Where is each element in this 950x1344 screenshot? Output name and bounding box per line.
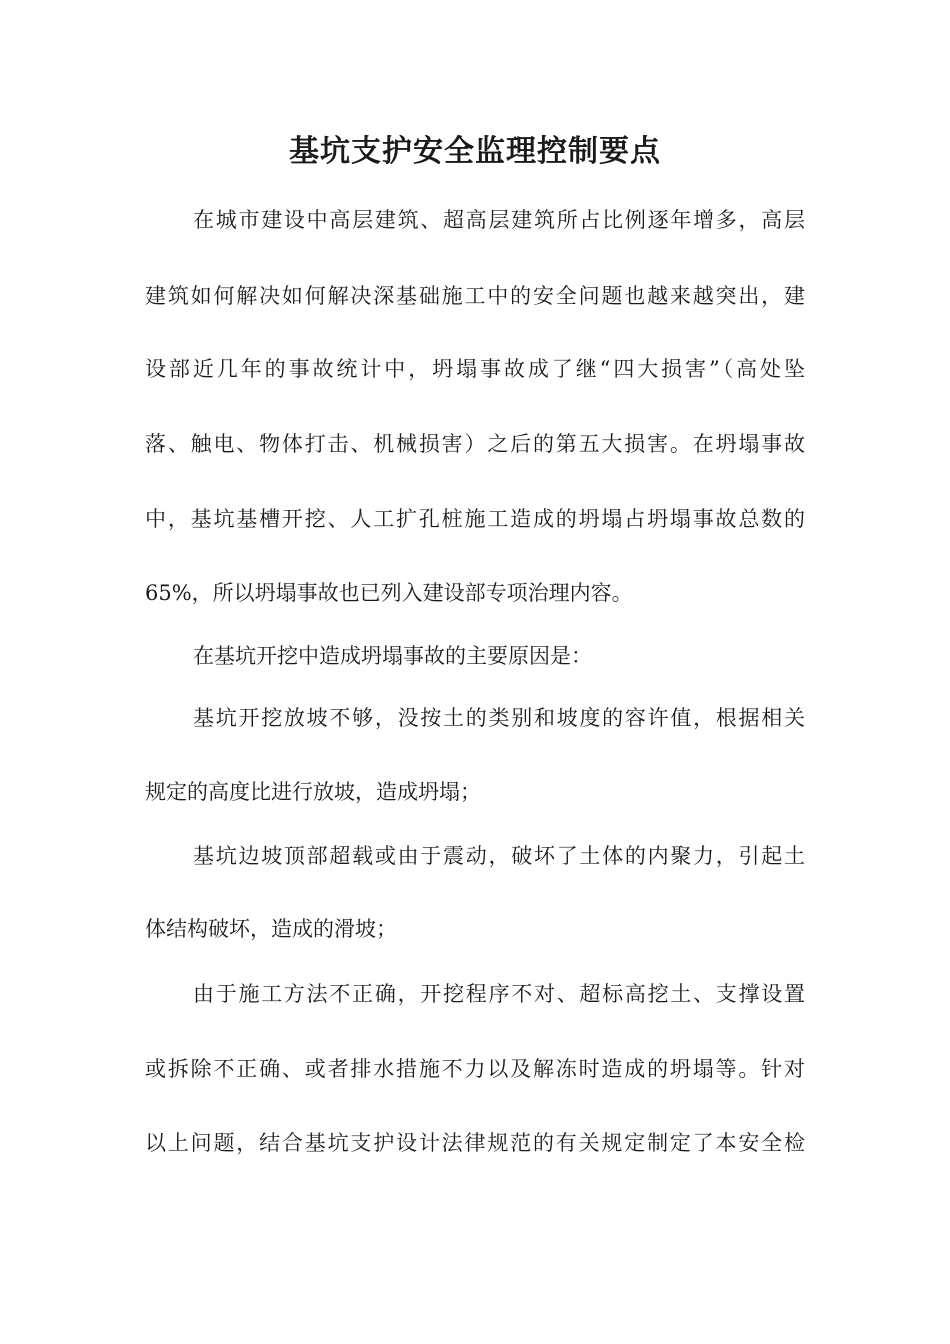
paragraph-5-line-1: 由于施工方法不正确，开挖程序不对、超标高挖土、支撑设置 [193, 982, 805, 1006]
paragraph-1-line-6: 65%，所以坍塌事故也已列入建设部专项治理内容。 [145, 581, 633, 605]
paragraph-2-line-1: 在基坑开挖中造成坍塌事故的主要原因是： [193, 644, 592, 668]
paragraph-1-line-2: 建筑如何解决如何解决深基础施工中的安全问题也越来越突出，建 [145, 284, 805, 308]
paragraph-1-line-4: 落、触电、物体打击、机械损害）之后的第五大损害。在坍塌事故 [145, 432, 805, 456]
paragraph-3-line-2: 规定的高度比进行放坡，造成坍塌； [145, 780, 481, 804]
paragraph-3-line-1: 基坑开挖放坡不够，没按土的类别和坡度的容许值，根据相关 [193, 706, 805, 730]
paragraph-1-line-1: 在城市建设中高层建筑、超高层建筑所占比例逐年增多，高层 [193, 208, 805, 232]
paragraph-1-line-5: 中，基坑基槽开挖、人工扩孔桩施工造成的坍塌占坍塌事故总数的 [145, 507, 805, 531]
paragraph-4-line-2: 体结构破坏，造成的滑坡； [145, 917, 397, 941]
paragraph-5-line-3: 以上问题，结合基坑支护设计法律规范的有关规定制定了本安全检 [145, 1131, 805, 1155]
page-title: 基坑支护安全监理控制要点 [289, 134, 661, 169]
paragraph-4-line-1: 基坑边坡顶部超载或由于震动，破坏了土体的内聚力，引起土 [193, 844, 805, 868]
paragraph-5-line-2: 或拆除不正确、或者排水措施不力以及解冻时造成的坍塌等。针对 [145, 1057, 805, 1081]
paragraph-1-line-3: 设部近几年的事故统计中，坍塌事故成了继“四大损害”（高处坠 [145, 357, 805, 381]
